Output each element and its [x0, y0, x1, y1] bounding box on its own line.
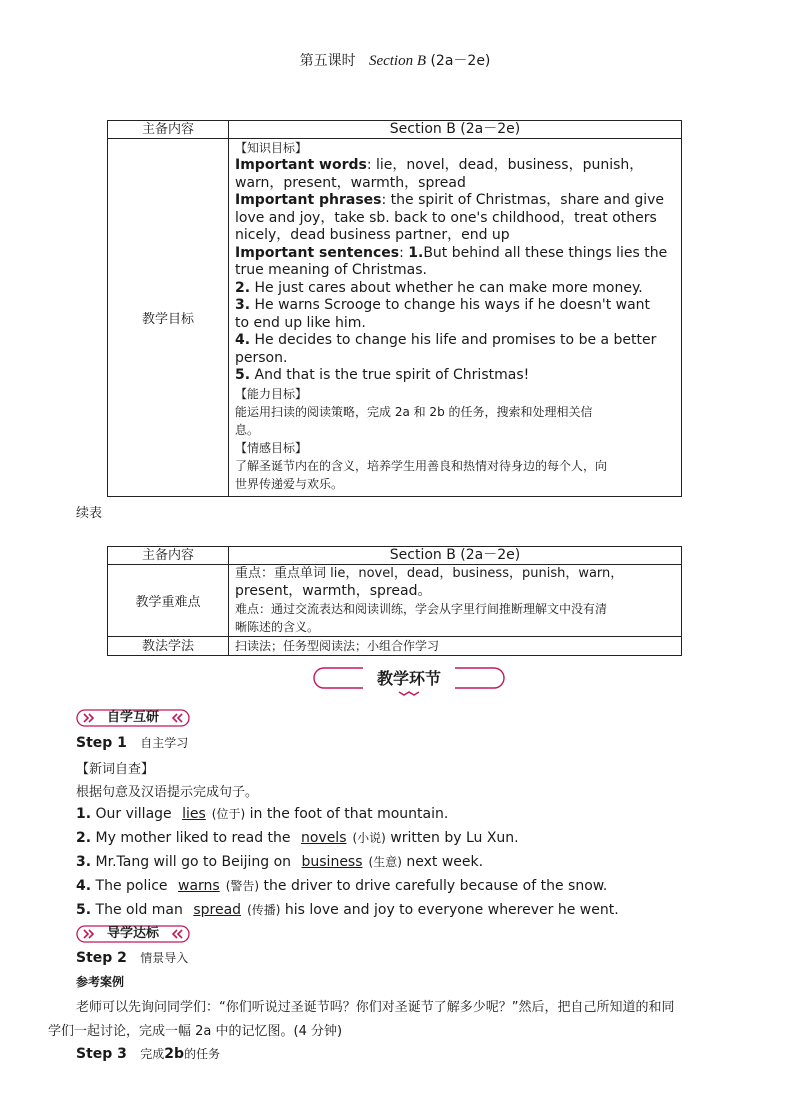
methods-label: 教法学法 — [108, 637, 229, 656]
exercise-item — [76, 805, 448, 822]
title-en: Section B — [368, 53, 427, 69]
phrases-line-3: nicely，dead business partner，end up — [235, 227, 510, 243]
ability-line-2: 息。 — [235, 422, 260, 437]
knowledge-label: 【知识目标】 — [235, 141, 308, 155]
step-3: Step 3 完成2b的任务 — [76, 1046, 221, 1062]
sentence-2: 2. He just cares about whether he can make more money. — [235, 279, 643, 296]
exercise-hint: (位于) — [211, 807, 246, 821]
tag-self-study — [76, 709, 190, 727]
exercise-text: written by Lu Xun. — [385, 830, 519, 846]
page-title — [0, 50, 790, 70]
exercise-hint: (传播) — [247, 903, 281, 917]
kp-line-4: 晰陈述的含义。 — [235, 620, 320, 634]
exercise-text: next week. — [401, 854, 484, 870]
exercise-item — [76, 877, 607, 894]
kp-line-2: present，warmth，spread。 — [235, 582, 432, 599]
exercise-item — [76, 853, 483, 870]
exercise-hint: (小说) — [352, 831, 386, 845]
ability-line-1: 能运用扫读的阅读策略，完成 2a 和 2b 的任务，搜索和处理相关信 — [235, 404, 593, 419]
header-value: Section B (2a－2e) — [229, 121, 682, 139]
banner-title: 教学环节 — [376, 669, 441, 688]
teaching-goals-label: 教学目标 — [108, 139, 229, 497]
exercise-answer: business — [301, 854, 363, 870]
tag-text: 自学互研 — [106, 710, 159, 725]
exercise-text: The police — [91, 878, 172, 894]
paragraph-line-1: 老师可以先询问同学们：“你们听说过圣诞节吗？你们对圣诞节了解多少呢？”然后，把自己所知道的和同 — [76, 1000, 675, 1015]
sentence-4b: person. — [235, 349, 288, 366]
exercise-text: Our village — [91, 806, 177, 822]
lesson-plan-table-continued — [107, 546, 682, 656]
section-banner — [313, 664, 505, 698]
kp-line-3: 难点：通过交流表达和阅读训练，学会从字里行间推断理解文中没有清 — [235, 602, 608, 616]
teaching-goals-content — [229, 139, 682, 497]
exercise-text: in the foot of that mountain. — [245, 806, 449, 822]
tag-text: 导学达标 — [106, 926, 159, 941]
methods-value: 扫读法；任务型阅读法；小组合作学习 — [229, 637, 682, 656]
key-points-label: 教学重难点 — [108, 565, 229, 637]
table-row — [108, 139, 682, 497]
exercise-item — [76, 901, 619, 918]
title-cn: 第五课时 — [299, 53, 356, 69]
exercise-answer: spread — [193, 902, 242, 918]
sentence-5: 5. And that is the true spirit of Christmas! — [235, 367, 530, 383]
exercise-number: 1. — [76, 806, 92, 822]
table-row — [108, 565, 682, 637]
phrases-line: Important phrases: the spirit of Christmas，share and give — [235, 192, 665, 208]
sentence-3: 3. He warns Scrooge to change his ways if he doesn't want — [235, 297, 651, 313]
exercise-number: 4. — [76, 878, 92, 894]
emotion-line-1: 了解圣诞节内在的含义，培养学生用善良和热情对待身边的每个人，向 — [235, 458, 608, 473]
emotion-line-2: 世界传递爱与欢乐。 — [235, 476, 344, 491]
exercise-answer: novels — [300, 830, 347, 846]
words-line-2: warn，present，warmth，spread — [235, 174, 466, 191]
exercise-answer: lies — [182, 806, 206, 822]
table-row — [108, 121, 682, 139]
phrases-line-2: love and joy，take sb. back to one's childhood，treat others — [235, 209, 657, 226]
words-line: Important words: lie，novel，dead，business，punish， — [235, 157, 644, 173]
table-row — [108, 637, 682, 656]
continued-label: 续表 — [76, 506, 103, 521]
exercise-hint: (警告) — [225, 879, 260, 893]
sentences-line: Important sentences: 1.But behind all these things lies the — [235, 244, 668, 261]
tag-guided-learning — [76, 925, 190, 943]
paragraph-line-2: 学们一起讨论，完成一幅 2a 中的记忆图。(4 分钟) — [48, 1024, 343, 1039]
exercise-number: 3. — [76, 854, 92, 870]
sentence-4: 4. He decides to change his life and promises to be a better — [235, 332, 657, 348]
instruction: 根据句意及汉语提示完成句子。 — [76, 785, 259, 800]
lesson-plan-table — [107, 120, 682, 497]
exercise-text: the driver to drive carefully because of the snow. — [259, 878, 608, 894]
title-range: (2a－2e) — [430, 53, 491, 69]
kp-line-1: 重点：重点单词 lie，novel，dead，business，punish，warn， — [235, 566, 624, 581]
new-words-heading: 【新词自查】 — [76, 762, 155, 777]
emotion-label: 【情感目标】 — [235, 440, 308, 455]
exercise-text: The old man — [91, 902, 188, 918]
exercise-answer: warns — [178, 878, 220, 894]
header-value: Section B (2a－2e) — [229, 547, 682, 565]
ability-label: 【能力目标】 — [235, 386, 308, 401]
exercise-text: My mother liked to read the — [91, 830, 295, 846]
step-1: Step 1 自主学习 — [76, 735, 189, 751]
exercise-number: 5. — [76, 902, 92, 918]
exercise-number: 2. — [76, 830, 92, 846]
key-points-content — [229, 565, 682, 637]
exercise-item — [76, 829, 519, 846]
sentence-1b: true meaning of Christmas. — [235, 262, 427, 278]
header-key: 主备内容 — [108, 121, 229, 139]
exercise-text: his love and joy to everyone wherever he went. — [280, 902, 619, 918]
exercise-hint: (生意) — [368, 855, 402, 869]
reference-case: 参考案例 — [76, 975, 125, 989]
exercise-text: Mr.Tang will go to Beijing on — [91, 854, 296, 870]
header-key: 主备内容 — [108, 547, 229, 565]
step-2: Step 2 情景导入 — [76, 950, 189, 966]
table-row — [108, 547, 682, 565]
sentence-3b: to end up like him. — [235, 314, 366, 331]
